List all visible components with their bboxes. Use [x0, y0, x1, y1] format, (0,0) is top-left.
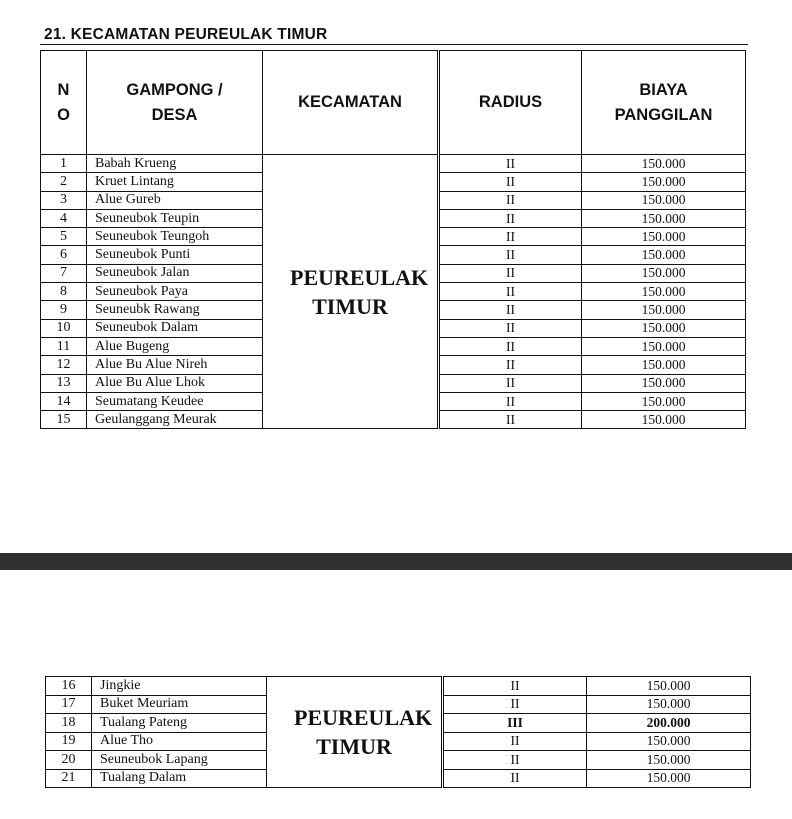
biaya-value: 150.000 [582, 283, 746, 301]
biaya-value: 150.000 [582, 246, 746, 264]
biaya-value: 150.000 [582, 392, 746, 410]
radius-value: II [440, 411, 582, 429]
biaya-value: 150.000 [582, 264, 746, 282]
radius-value: II [444, 769, 587, 788]
row-number: 7 [41, 264, 87, 282]
gampong-name: Alue Bu Alue Nireh [87, 356, 263, 374]
gampong-name: Tualang Pateng [92, 714, 267, 733]
row-number: 18 [46, 714, 92, 733]
biaya-value: 150.000 [582, 374, 746, 392]
kecamatan-name [263, 155, 438, 429]
kecamatan-name-text: PEUREULAK TIMUR [290, 264, 429, 319]
biaya-value: 150.000 [587, 732, 751, 751]
gampong-name: Seumatang Keudee [87, 392, 263, 410]
row-number: 16 [46, 677, 92, 696]
gampong-name: Alue Bugeng [87, 337, 263, 355]
biaya-value: 150.000 [582, 356, 746, 374]
gampong-name: Kruet Lintang [87, 173, 263, 191]
radius-value: II [440, 392, 582, 410]
biaya-value: 150.000 [587, 677, 751, 696]
row-number: 10 [41, 319, 87, 337]
radius-value: III [444, 714, 587, 733]
biaya-value: 150.000 [582, 191, 746, 209]
radius-value: II [440, 283, 582, 301]
row-number: 3 [41, 191, 87, 209]
radius-value: II [440, 374, 582, 392]
radius-value: II [440, 246, 582, 264]
kecamatan-name-text: PEUREULAK TIMUR [294, 705, 433, 759]
gampong-name: Seuneubok Dalam [87, 319, 263, 337]
radius-value: II [444, 677, 587, 696]
biaya-value: 150.000 [582, 301, 746, 319]
row-number: 13 [41, 374, 87, 392]
row-number: 11 [41, 337, 87, 355]
gampong-name: Tualang Dalam [92, 769, 267, 788]
kecamatan-name [267, 677, 442, 788]
header-biaya: BIAYA PANGGILAN [582, 51, 746, 155]
gampong-name: Alue Bu Alue Lhok [87, 374, 263, 392]
gampong-name: Alue Tho [92, 732, 267, 751]
biaya-value: 150.000 [582, 228, 746, 246]
kecamatan-table-page-2 [45, 676, 751, 788]
title-underline [40, 44, 748, 45]
biaya-value: 150.000 [582, 337, 746, 355]
radius-value: II [440, 228, 582, 246]
radius-value: II [440, 301, 582, 319]
header-row [41, 51, 746, 155]
biaya-value: 150.000 [582, 155, 746, 173]
biaya-value: 200.000 [587, 714, 751, 733]
gampong-name: Seuneubok Teungoh [87, 228, 263, 246]
radius-value: II [440, 155, 582, 173]
row-number: 21 [46, 769, 92, 788]
row-number: 4 [41, 209, 87, 227]
section-title: 21. KECAMATAN PEUREULAK TIMUR [44, 26, 328, 43]
table-row [41, 155, 746, 173]
radius-value: II [444, 695, 587, 714]
row-number: 9 [41, 301, 87, 319]
radius-value: II [444, 732, 587, 751]
biaya-value: 150.000 [582, 411, 746, 429]
row-number: 12 [41, 356, 87, 374]
header-radius: RADIUS [440, 51, 582, 155]
gampong-name: Jingkie [92, 677, 267, 696]
row-number: 17 [46, 695, 92, 714]
gampong-name: Alue Gureb [87, 191, 263, 209]
biaya-value: 150.000 [587, 751, 751, 770]
radius-value: II [440, 337, 582, 355]
row-number: 2 [41, 173, 87, 191]
radius-value: II [440, 264, 582, 282]
gampong-name: Seuneubok Paya [87, 283, 263, 301]
biaya-value: 150.000 [587, 769, 751, 788]
gampong-name: Seuneubok Teupin [87, 209, 263, 227]
radius-value: II [440, 191, 582, 209]
gampong-name: Geulanggang Meurak [87, 411, 263, 429]
kecamatan-table-page-1 [40, 50, 746, 429]
radius-value: II [440, 356, 582, 374]
page-break-band [0, 553, 792, 570]
row-number: 19 [46, 732, 92, 751]
gampong-name: Seuneubok Punti [87, 246, 263, 264]
row-number: 8 [41, 283, 87, 301]
row-number: 20 [46, 751, 92, 770]
gampong-name: Babah Krueng [87, 155, 263, 173]
biaya-value: 150.000 [587, 695, 751, 714]
row-number: 5 [41, 228, 87, 246]
radius-value: II [440, 319, 582, 337]
gampong-name: Buket Meuriam [92, 695, 267, 714]
biaya-value: 150.000 [582, 173, 746, 191]
radius-value: II [444, 751, 587, 770]
gampong-name: Seuneubok Lapang [92, 751, 267, 770]
gampong-name: Seuneubk Rawang [87, 301, 263, 319]
biaya-value: 150.000 [582, 319, 746, 337]
radius-value: II [440, 209, 582, 227]
biaya-value: 150.000 [582, 209, 746, 227]
gampong-name: Seuneubok Jalan [87, 264, 263, 282]
header-kecamatan: KECAMATAN [263, 51, 438, 155]
row-number: 15 [41, 411, 87, 429]
table-row [46, 677, 751, 696]
radius-value: II [440, 173, 582, 191]
row-number: 14 [41, 392, 87, 410]
header-no: N O [41, 51, 87, 155]
row-number: 6 [41, 246, 87, 264]
header-gampong: GAMPONG / DESA [87, 51, 263, 155]
row-number: 1 [41, 155, 87, 173]
